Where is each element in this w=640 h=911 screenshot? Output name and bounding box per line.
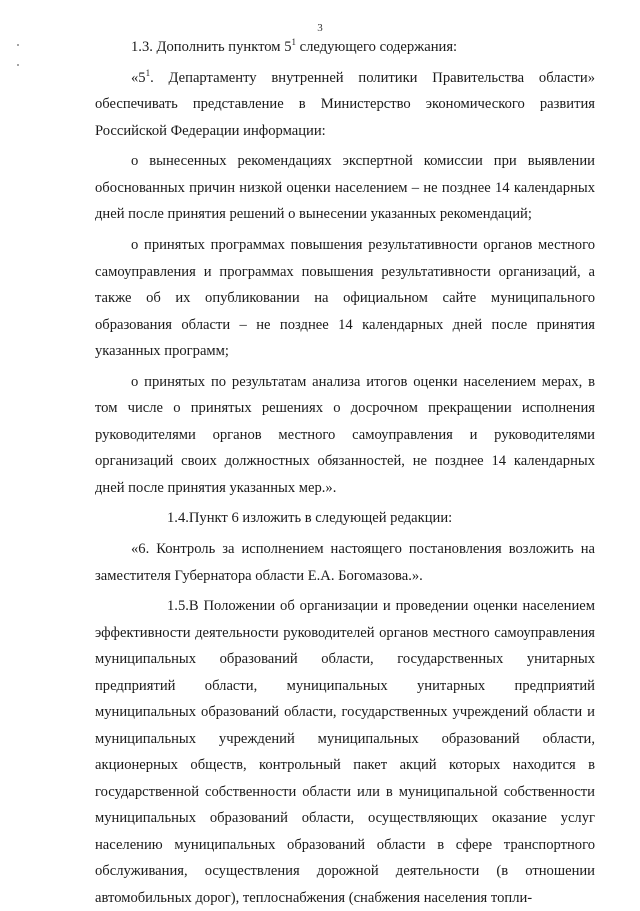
paragraph-p2 [95, 65, 595, 145]
paragraph-text: 1.3. Дополнить пунктом 5 [131, 39, 292, 55]
superscript: 1 [145, 67, 151, 78]
paragraph-text: В Положении об организации и проведении оценки населением эффективности деятельности руководителей органов местного самоуправления муниципальных образований области, государственных унитарных предприятий области, муниципальных унитарных предприятий муниципальных образований области, государственных учреждений области и муниципальных учреждений муниципальных образований области, акционерных обществ, контрольный пакет акций которых находится в государственной собственности области или в муниципальной собственности муниципальных образований области, осуществляющих оказание услуг населению муниципальных образований области в сфере транспортного обслуживания, осуществления дорожной деятельности (в отношении автомобильных дорог), теплоснабжения (снабжения населения топли- [95, 598, 595, 906]
paragraph-text: о принятых программах повышения результативности органов местного самоуправления и программах повышения результативности организаций, а также об их опубликовании на официальном сайте муниципального образования области – не позднее 14 календарных дней после принятия указанных программ; [95, 237, 595, 360]
paragraph-p8 [95, 593, 595, 911]
paragraph-text: Пункт 6 изложить в следующей редакции: [188, 510, 453, 527]
paragraph-p7 [95, 536, 595, 589]
paragraph-p6 [95, 505, 595, 532]
paragraph-p5 [95, 369, 595, 502]
paragraph-text: о принятых по результатам анализа итогов оценки населением мерах, в том числе о принятых решениях о досрочном прекращении исполнения руководителями органов местного самоуправления и руководителями организаций своих должностных обязанностей, не позднее 14 календарных дней после принятия указанных мер.». [95, 373, 595, 496]
paragraph-text: . Департаменту внутренней политики Правительства области» обеспечивать представление в Министерство экономического развития Российской Федерации информации: [95, 69, 595, 139]
page-number: 3 [317, 22, 323, 34]
scan-mark [17, 64, 19, 66]
document-body [95, 34, 595, 911]
paragraph-p3 [95, 148, 595, 228]
paragraph-number: 1.4. [167, 510, 189, 527]
scan-mark [17, 44, 19, 46]
paragraph-text: о вынесенных рекомендациях экспертной комиссии при выявлении обоснованных причин низкой оценки населением – не позднее 14 календарных дней после принятия решений о вынесении указанных рекомендаций; [95, 153, 595, 223]
paragraph-text: «6. Контроль за исполнением настоящего постановления возложить на заместителя Губернатора области Е.А. Богомазова.». [95, 541, 595, 584]
superscript: 1 [291, 37, 296, 47]
paragraph-p4 [95, 232, 595, 365]
paragraph-number: 1.5. [167, 598, 189, 615]
paragraph-text: «5 [131, 69, 146, 86]
paragraph-p1 [95, 34, 595, 61]
paragraph-text: следующего содержания: [296, 39, 458, 55]
